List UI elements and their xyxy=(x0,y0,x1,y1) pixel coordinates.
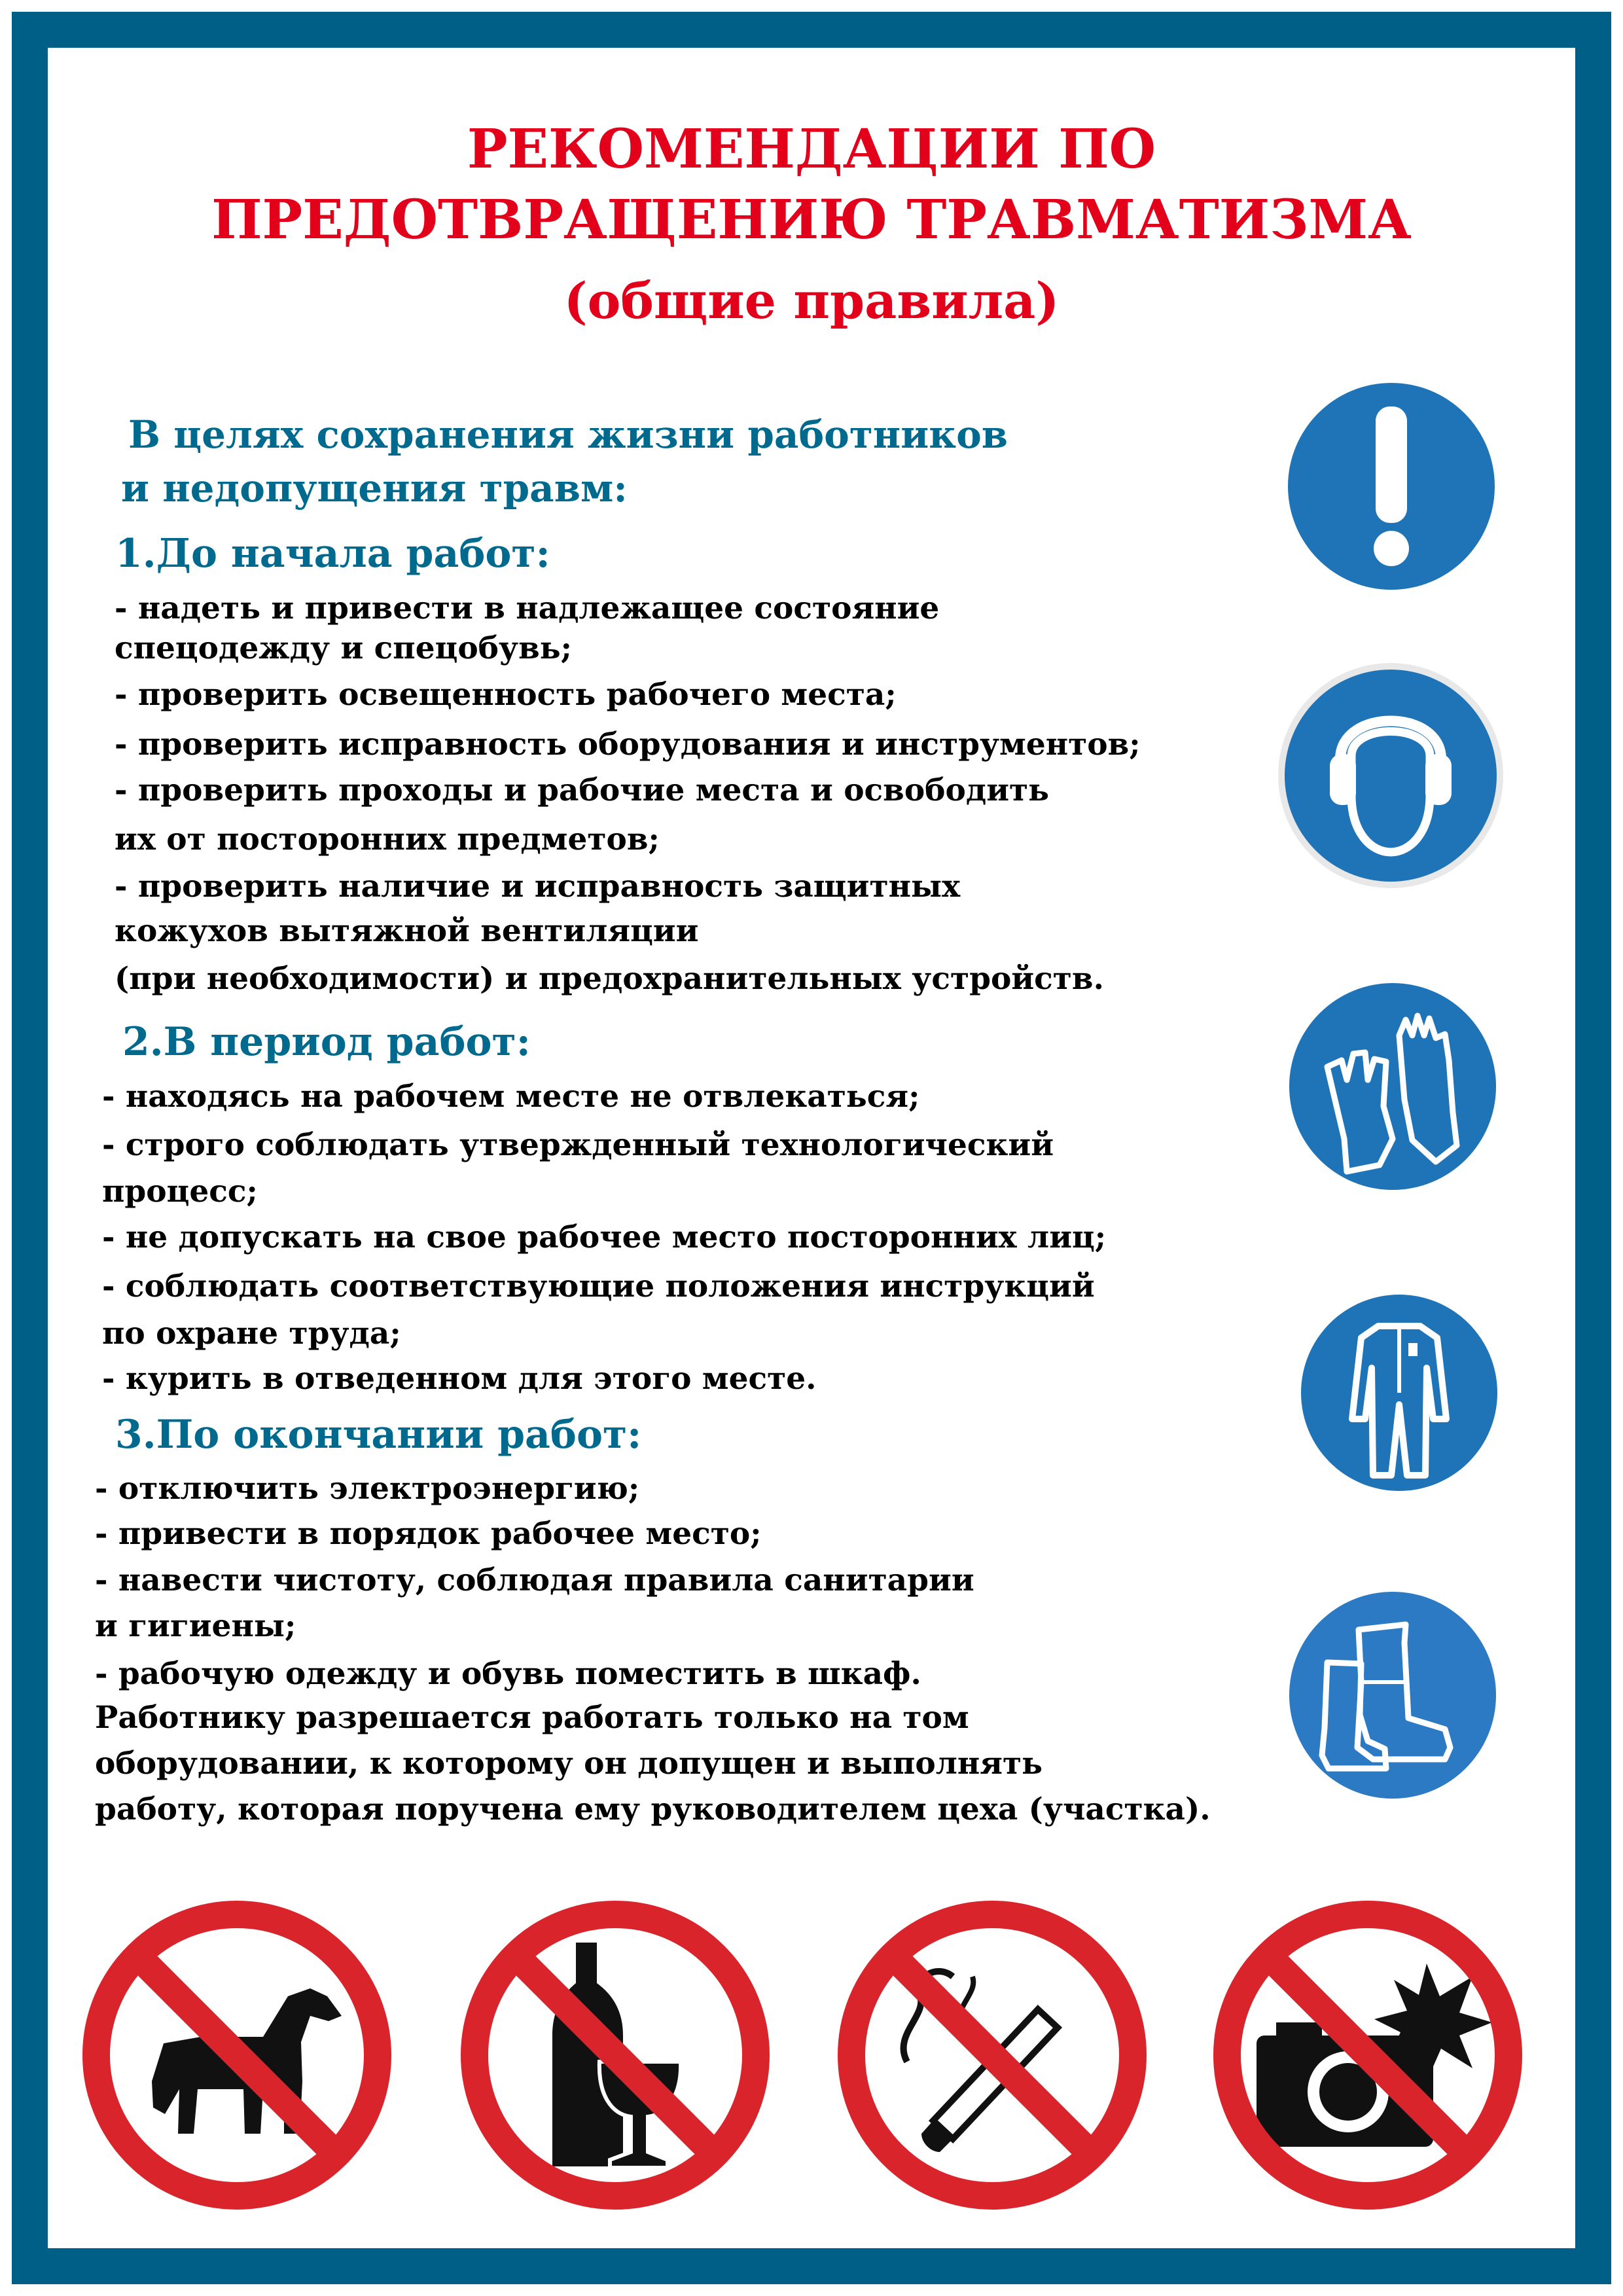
section-1-line: кожухов вытяжной вентиляции xyxy=(115,913,699,949)
section-2-heading: 2.В период работ: xyxy=(122,1019,531,1065)
section-1-line: - проверить проходы и рабочие места и освободить xyxy=(115,772,1050,808)
no-smoking-icon xyxy=(822,1885,1162,2225)
no-alcohol-icon xyxy=(445,1885,785,2225)
section-1-line: спецодежду и спецобувь; xyxy=(115,630,573,666)
no-animals-icon xyxy=(67,1885,407,2225)
section-1-heading: 1.До начала работ: xyxy=(115,531,550,577)
section-1-line: - проверить наличие и исправность защитных xyxy=(115,869,961,905)
section-1-line: (при необходимости) и предохранительных устройств. xyxy=(115,961,1104,997)
protective-suit-icon xyxy=(1294,1288,1504,1498)
general-mandatory-icon xyxy=(1280,375,1503,598)
intro-line-1: В целях сохранения жизни работников xyxy=(128,412,1008,457)
section-2-line: - строго соблюдать утвержденный технологический xyxy=(102,1127,1054,1163)
section-1-line: - проверить исправность оборудования и инструментов; xyxy=(115,726,1141,762)
section-2-line: - не допускать на свое рабочее место посторонних лиц; xyxy=(102,1219,1107,1255)
poster-subtitle: (общие правила) xyxy=(563,272,1060,330)
section-3-line: и гигиены; xyxy=(95,1608,296,1644)
section-2-line: - курить в отведенном для этого месте. xyxy=(102,1361,817,1397)
gloves-icon xyxy=(1281,975,1504,1198)
intro-line-2: и недопущения травм: xyxy=(121,466,628,511)
section-2-line: - соблюдать соответствующие положения инструкций xyxy=(102,1268,1095,1304)
section-3-line: - привести в порядок рабочее место; xyxy=(95,1516,762,1552)
section-1-line: - надеть и привести в надлежащее состояние xyxy=(115,590,940,626)
safety-boots-icon xyxy=(1281,1584,1504,1806)
no-photography-icon xyxy=(1198,1885,1538,2225)
poster-title-line-2: ПРЕДОТВРАЩЕНИЮ ТРАВМАТИЗМА xyxy=(211,188,1412,251)
section-3-line: - навести чистоту, соблюдая правила санитарии xyxy=(95,1562,974,1598)
section-3-line: оборудовании, к которому он допущен и выполнять xyxy=(95,1746,1043,1782)
section-2-line: - находясь на рабочем месте не отвлекаться; xyxy=(102,1079,920,1115)
section-1-line: - проверить освещенность рабочего места; xyxy=(115,677,897,713)
poster-title-line-1: РЕКОМЕНДАЦИИ ПО xyxy=(467,118,1156,181)
section-3-heading: 3.По окончании работ: xyxy=(115,1412,642,1458)
section-3-line: работу, которая поручена ему руководителем цеха (участка). xyxy=(95,1791,1211,1827)
ear-protection-icon xyxy=(1276,661,1505,890)
section-3-line: Работнику разрешается работать только на том xyxy=(95,1700,969,1736)
section-1-line: их от посторонних предметов; xyxy=(115,821,660,857)
section-2-line: процесс; xyxy=(102,1174,258,1210)
section-2-line: по охране труда; xyxy=(102,1316,401,1352)
section-3-line: - отключить электроэнергию; xyxy=(95,1471,640,1507)
section-3-line: - рабочую одежду и обувь поместить в шкаф. xyxy=(95,1656,921,1692)
